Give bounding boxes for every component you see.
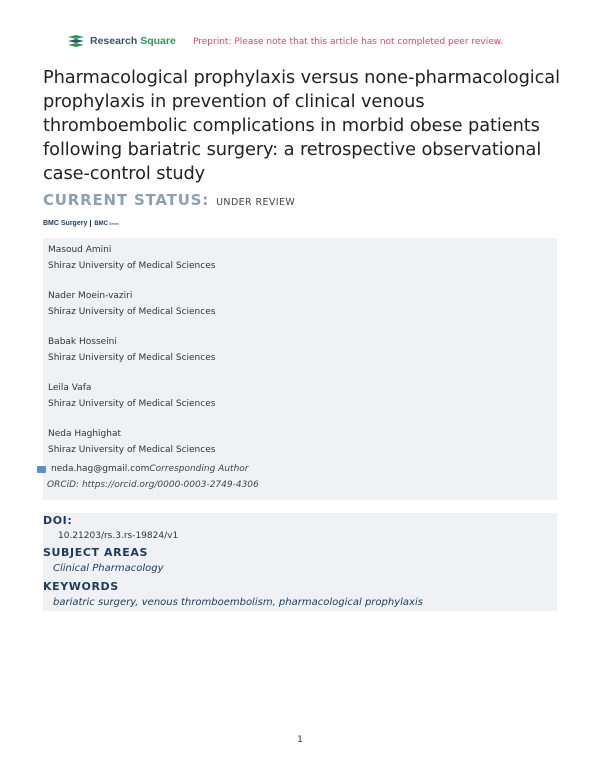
logo-text <box>90 35 176 47</box>
journal-series <box>94 221 119 227</box>
author-name: Leila Vafa <box>48 383 92 393</box>
mail-icon <box>37 466 46 473</box>
author-entry <box>48 426 215 458</box>
page-header <box>66 34 546 54</box>
email-link[interactable]: neda.hag@gmail.com <box>51 464 150 474</box>
corresponding-author-label: Corresponding Author <box>149 464 249 474</box>
doi-label: DOI: <box>43 514 73 527</box>
journal-series-name: BMC <box>94 220 109 227</box>
author-entry <box>48 380 215 412</box>
author-affiliation: Shiraz University of Medical Sciences <box>48 353 216 363</box>
author-name: Nader Moein-vaziri <box>48 291 133 301</box>
author-name: Neda Haghighat <box>48 429 122 439</box>
brand-first: Research <box>90 35 138 47</box>
author-affiliation: Shiraz University of Medical Sciences <box>48 307 216 317</box>
preprint-notice: Preprint: Please note that this article has not completed peer review. <box>193 37 504 47</box>
metadata-panel <box>43 513 557 611</box>
author-affiliation: Shiraz University of Medical Sciences <box>48 445 216 455</box>
status-label: CURRENT STATUS: <box>43 191 210 209</box>
journal-series-suffix: Series <box>109 221 119 226</box>
author-affiliation: Shiraz University of Medical Sciences <box>48 261 216 271</box>
subject-area-link[interactable]: Clinical Pharmacology <box>53 563 164 574</box>
keywords-label: KEYWORDS <box>43 580 119 593</box>
article-title: Pharmacological prophylaxis versus none-pharmacological prophylaxis in prevention of clinical venous thromboembolic complications in morbid obese patients following bariatric surgery: a retrospective observational case-control study <box>43 67 560 184</box>
status-value: UNDER REVIEW <box>216 197 296 208</box>
research-square-logo[interactable] <box>66 34 176 48</box>
author-entry <box>48 288 215 320</box>
research-square-logo-icon <box>66 34 86 48</box>
orcid-link[interactable]: ORCiD: https://orcid.org/0000-0003-2749-4306 <box>47 480 259 490</box>
journal-divider <box>90 220 91 227</box>
brand-second: Square <box>140 35 176 47</box>
author-name: Babak Hosseini <box>48 337 117 347</box>
author-entry <box>48 334 215 366</box>
author-affiliation: Shiraz University of Medical Sciences <box>48 399 216 409</box>
keywords-value: bariatric surgery, venous thromboembolism, pharmacological prophylaxis <box>53 597 423 608</box>
current-status <box>43 191 295 209</box>
subject-areas-label: SUBJECT AREAS <box>43 546 148 559</box>
journal-logo[interactable] <box>43 220 119 227</box>
page-number: 1 <box>297 735 303 745</box>
doi-value[interactable]: 10.21203/rs.3.rs-19824/v1 <box>58 531 179 541</box>
email-row <box>37 461 259 477</box>
journal-name: BMC Surgery <box>43 220 88 227</box>
author-entry <box>48 242 215 274</box>
corresponding-contact <box>37 461 259 493</box>
author-name: Masoud Amini <box>48 245 112 255</box>
